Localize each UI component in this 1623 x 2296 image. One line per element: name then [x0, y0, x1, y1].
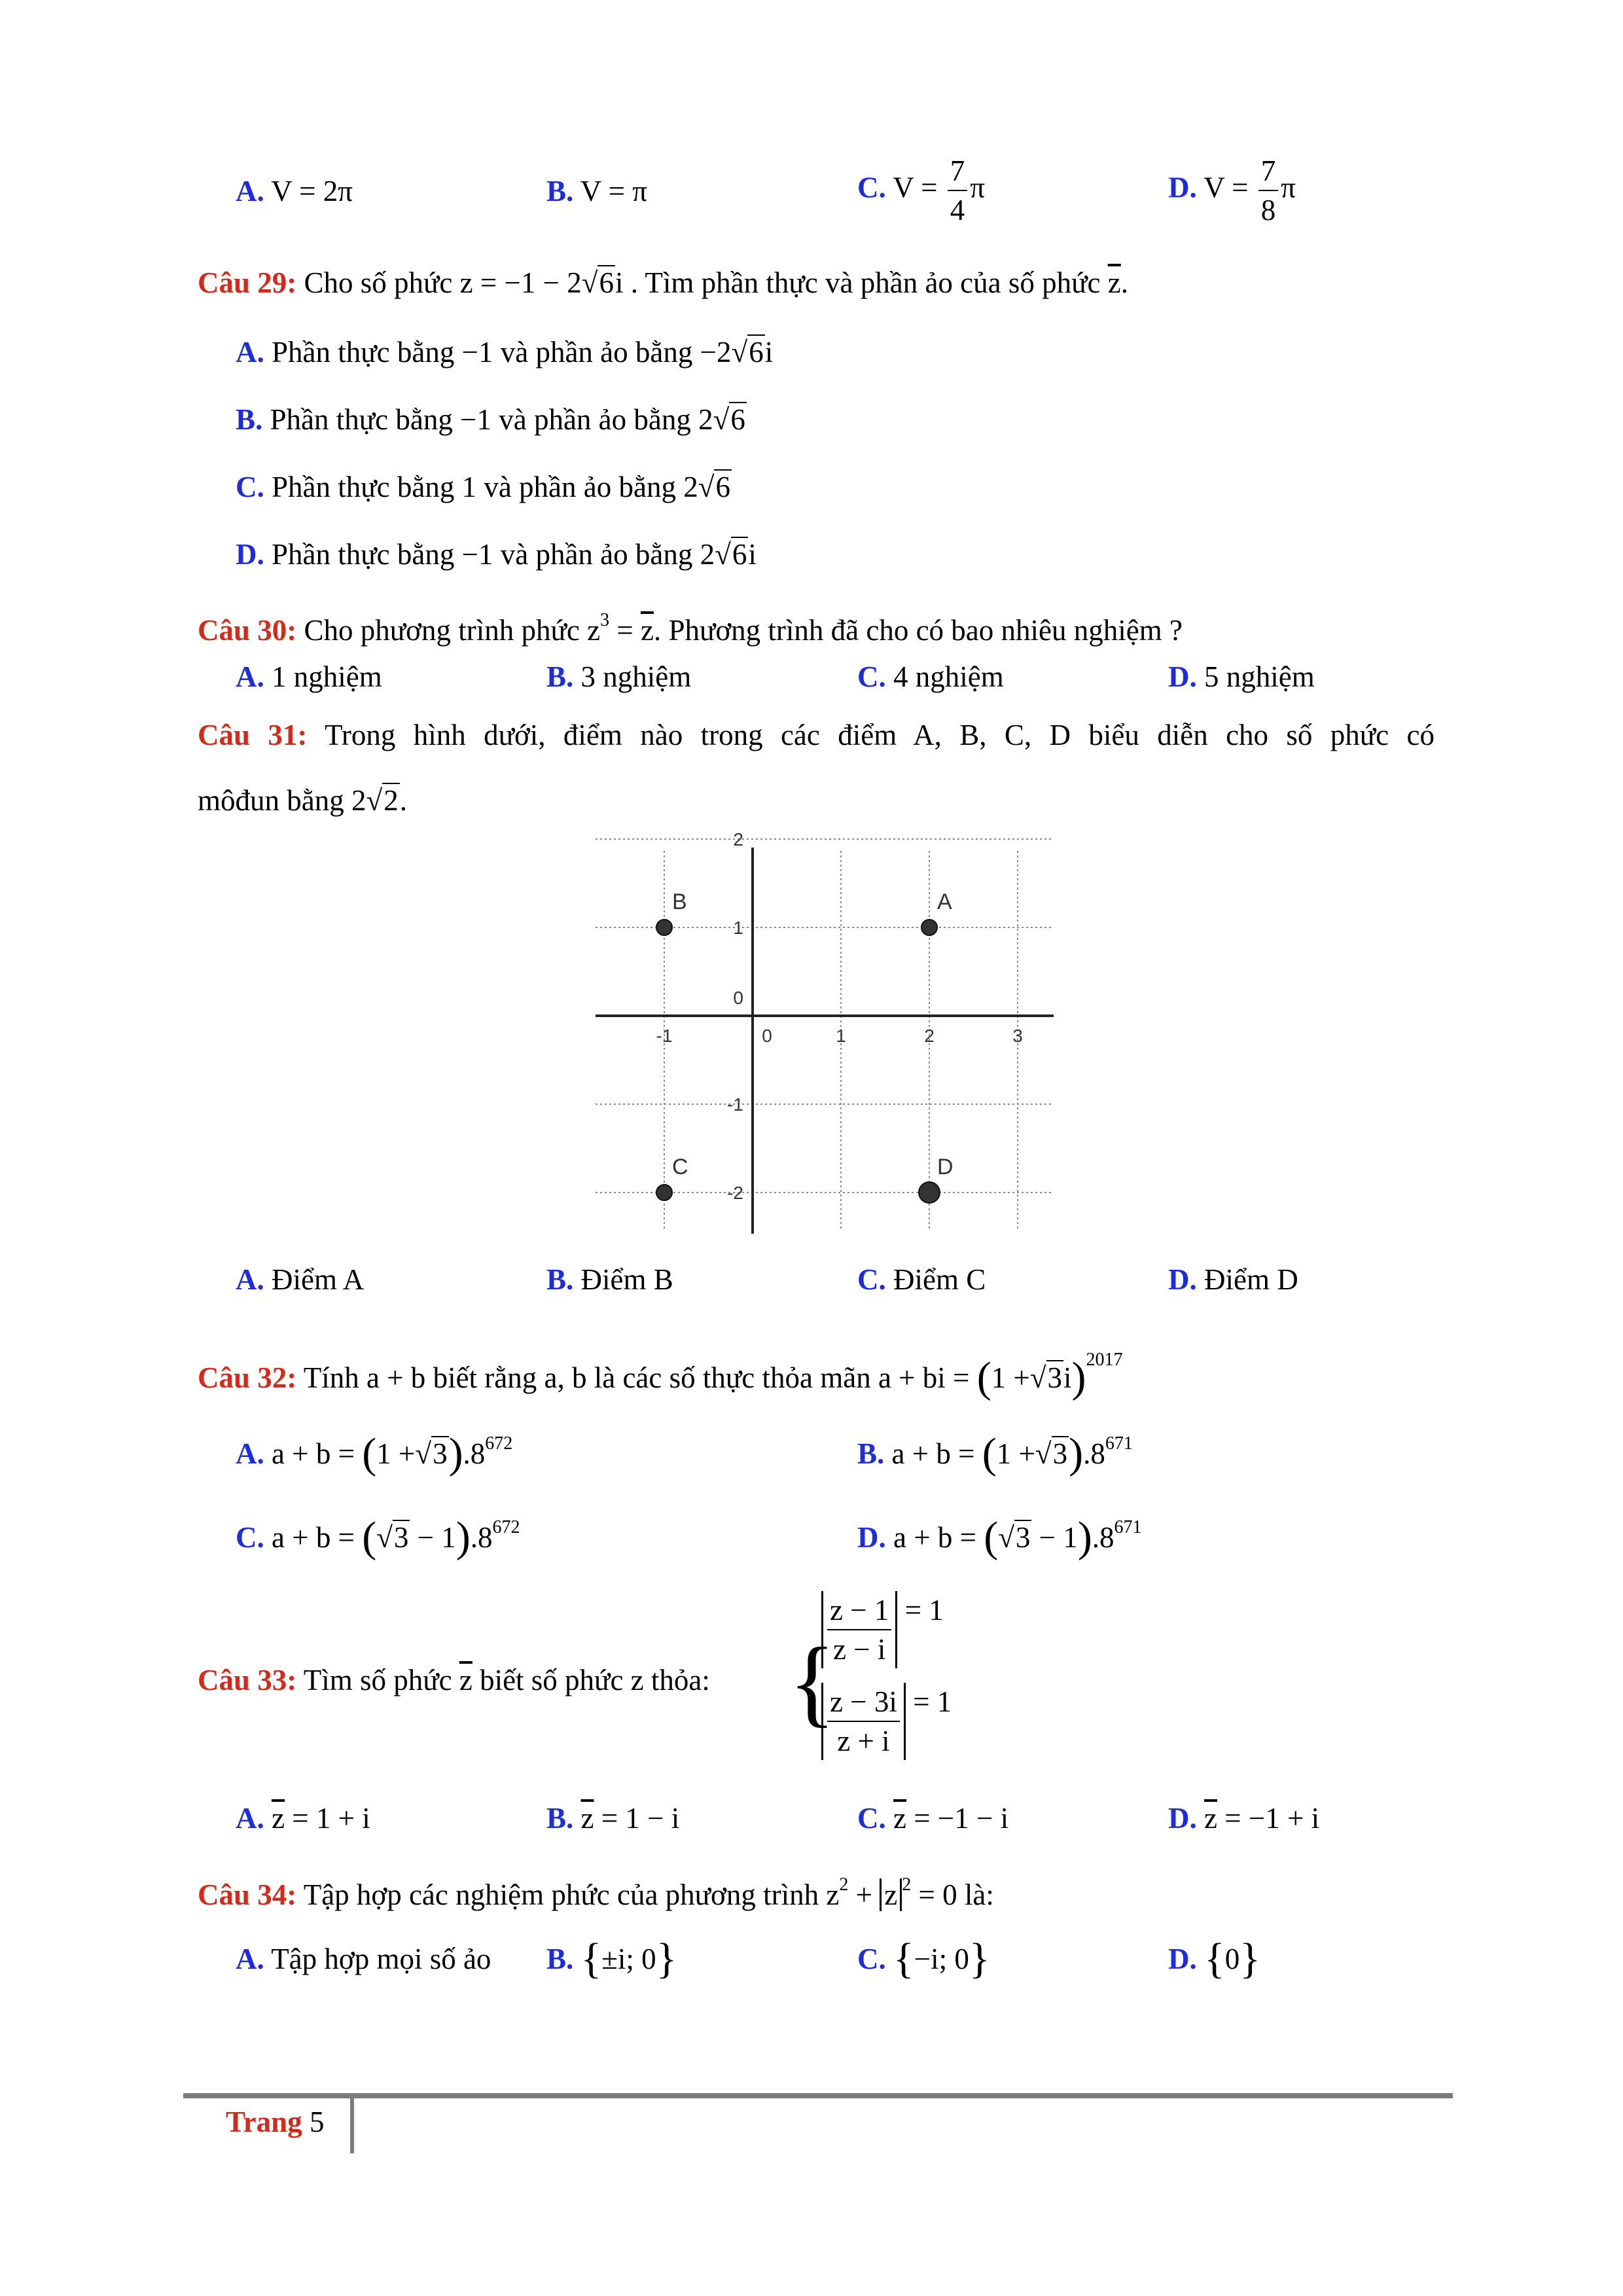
q31-option-a: A. Điểm A	[236, 1263, 365, 1296]
system-brace: {	[789, 1628, 836, 1736]
q33-option-d: D. $\overline{z} = -1 + i$	[1168, 1802, 1320, 1835]
point-a	[921, 920, 937, 935]
q28-option-c: C. V = $\frac{7}{4}$ π	[857, 152, 985, 229]
q33-stem: Câu 33: Tìm số phức $\overline{z}$ biết số phức z thỏa:	[198, 1664, 710, 1696]
footer-divider	[183, 2093, 1453, 2098]
q32-stem: Câu 32: Tính a + b biết rằng a, b là các số thực thỏa mãn a + bi = $(1 +√3i)^{2017}$	[198, 1350, 1123, 1401]
q31-option-b: B. Điểm B	[546, 1263, 673, 1296]
x-tick-label: 2	[924, 1026, 935, 1046]
x-tick-label: -1	[656, 1026, 673, 1046]
q28-c-fraction: $\frac{7}{4}$	[948, 152, 968, 229]
point-label-b: B	[672, 889, 687, 914]
q29-option-a: A. Phần thực bằng −1 và phần ảo bằng −2√6i	[236, 336, 774, 368]
footer-vertical-bar	[350, 2098, 354, 2153]
z-conjugate: $\overline{z}$	[459, 1664, 473, 1696]
point-label-a: A	[937, 889, 952, 914]
y-tick-label: -1	[727, 1094, 743, 1115]
q30-option-d: D. 5 nghiệm	[1168, 660, 1315, 693]
q28-a-text: V = 2π	[271, 175, 353, 207]
y-tick-label: 0	[733, 988, 743, 1008]
point-c	[656, 1185, 672, 1200]
q33-option-c: C. $\overline{z} = -1 - i$	[857, 1802, 1009, 1835]
q28-option-d: D. V = $\frac{7}{8}$ π	[1168, 152, 1296, 229]
q30-stem: Câu 30: Cho phương trình phức $z^3 = \overline{z}$. Phương trình đã cho có bao nhiêu nghiệm ?	[198, 610, 1183, 647]
q28-d-fraction: $\frac{7}{8}$	[1258, 152, 1279, 229]
x-tick-label: 0	[762, 1026, 772, 1046]
q33-option-a: A. $\overline{z} = 1 + i$	[236, 1802, 370, 1835]
q28-b-text: V = π	[580, 175, 647, 207]
point-label-d: D	[937, 1155, 954, 1179]
coordinate-graph	[589, 829, 1060, 1237]
q32-option-a: A. $a + b = (1 +√3).8^{672}$	[236, 1429, 513, 1477]
page-number: Trang 5	[226, 2106, 325, 2138]
q34-stem: Câu 34: Tập hợp các nghiệm phức của phương trình $z^2 + z$ $^2$ = 0 là:	[198, 1874, 994, 1911]
q32-option-b: B. $a + b = (1 +√3).8^{671}$	[857, 1429, 1133, 1477]
y-tick-label: 1	[733, 918, 743, 938]
q29-stem: Câu 29: Cho số phức z = −1 − 2√6i . Tìm phần thực và phần ảo của số phức $\overline{z}$.	[198, 266, 1128, 299]
q31-stem-line1: Câu 31: Trong hình dưới, điểm nào trong các điểm A, B, C, D biểu diễn cho số phức có	[198, 719, 1435, 751]
q28-option-b: B. V = π	[546, 175, 647, 207]
q30-option-c: C. 4 nghiệm	[857, 660, 1004, 693]
q31-stem-line2: môđun bằng 2√2.	[198, 784, 407, 817]
graph-points	[656, 889, 954, 1203]
q34-option-c: C. {−i; 0}	[857, 1935, 990, 1982]
q32-option-d: D. $a + b = (√3 - 1).8^{671}$	[857, 1513, 1142, 1561]
y-tick-label: 2	[733, 829, 743, 850]
point-d	[919, 1182, 940, 1203]
q29-option-b: B. Phần thực bằng −1 và phần ảo bằng 2√6	[236, 403, 745, 436]
q31-option-c: C. Điểm C	[857, 1263, 986, 1296]
q31-option-d: D. Điểm D	[1168, 1263, 1298, 1296]
point-label-c: C	[672, 1155, 688, 1179]
q29-option-c: C. Phần thực bằng 1 và phần ảo bằng 2√6	[236, 471, 730, 503]
point-b	[656, 920, 672, 935]
q29-option-d: D. Phần thực bằng −1 và phần ảo bằng 2√6i	[236, 538, 757, 571]
q28-option-a: A. V = 2π	[236, 175, 353, 207]
q33-system-eq1: $\frac{z - 1}{z - i}$ = 1	[821, 1590, 944, 1668]
q33-system-eq2: $\frac{z - 3i}{z + i}$ = 1	[821, 1682, 952, 1760]
q30-option-a: A. 1 nghiệm	[236, 660, 382, 693]
q32-option-c: C. $a + b = (√3 - 1).8^{672}$	[236, 1513, 520, 1561]
q34-option-d: D. {0}	[1168, 1935, 1260, 1982]
z-conjugate: $\overline{z}$	[640, 614, 654, 647]
y-tick-label: -2	[727, 1183, 743, 1203]
x-tick-label: 3	[1012, 1026, 1023, 1046]
z-conjugate: $\overline{z}$	[1107, 266, 1121, 299]
q34-option-a: A. Tập hợp mọi số ảo	[236, 1943, 491, 1975]
q30-option-b: B. 3 nghiệm	[546, 660, 692, 693]
x-tick-label: 1	[836, 1026, 846, 1046]
q34-option-b: B. {±i; 0}	[546, 1935, 677, 1982]
q33-option-b: B. $\overline{z} = 1 - i$	[546, 1802, 680, 1835]
